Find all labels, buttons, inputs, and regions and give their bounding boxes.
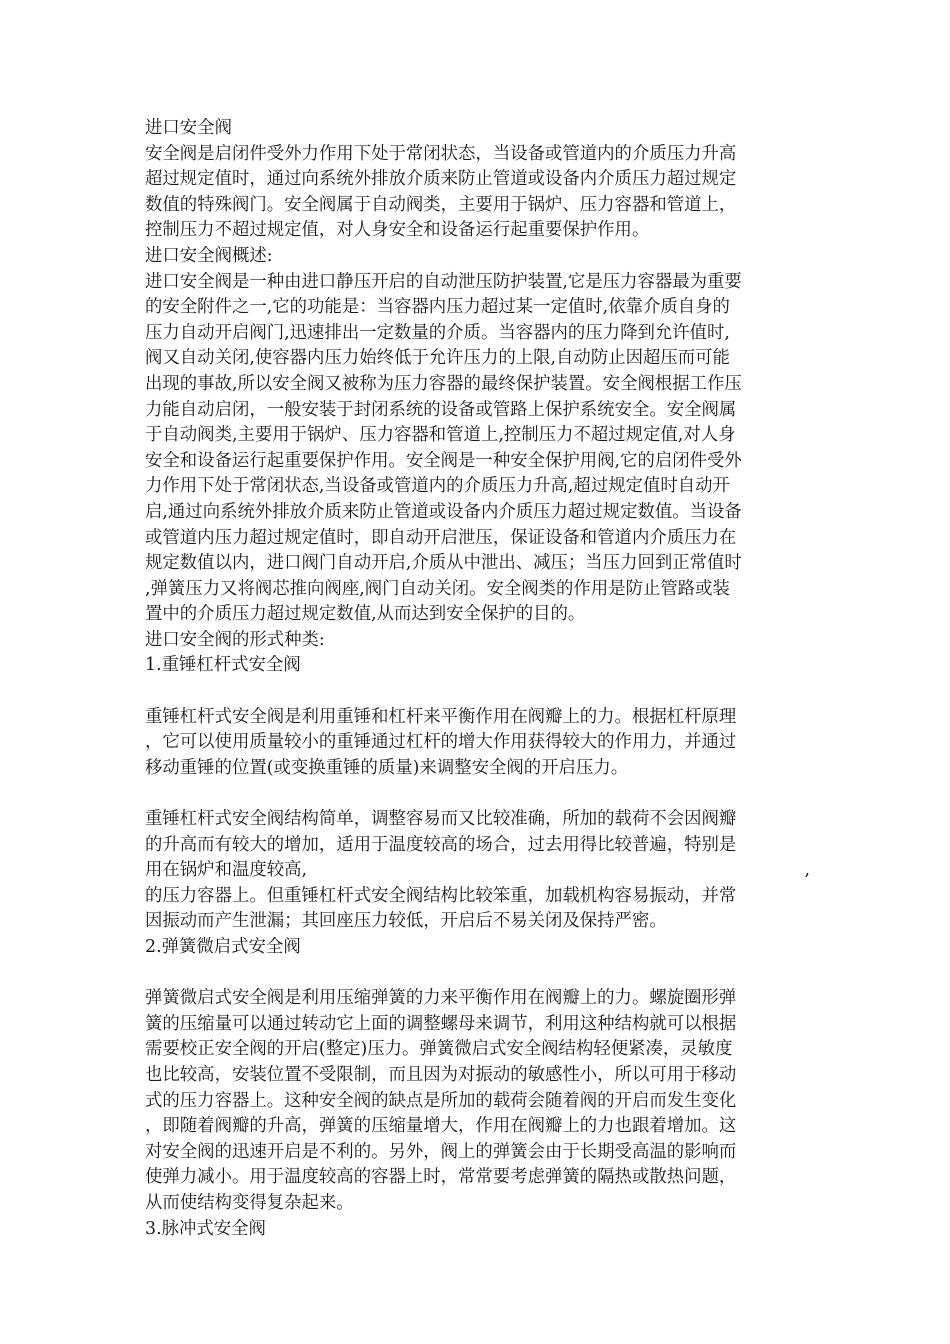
overview-line: 进口安全阀是一种由进口静压开启的自动泄压防护装置,它是压力容器最为重要 (145, 271, 742, 292)
overview-line: ,弹簧压力又将阀芯推向阀座,阀门自动关闭。安全阀类的作用是防止管路或装 (145, 578, 730, 599)
intro-line: 数值的特殊阀门。安全阀属于自动阀类，主要用于锅炉、压力容器和管道上， (145, 194, 737, 215)
type1-para2-split-right: , (804, 860, 810, 881)
overview-line: 于自动阀类,主要用于锅炉、压力容器和管道上,控制压力不超过规定值,对人身 (145, 425, 736, 446)
document-page (145, 116, 810, 1242)
type2-para-line: 式的压力容器上。这种安全阀的缺点是所加的载荷会随着阀的开启而发生变化 (145, 1090, 737, 1111)
type1-para2-split-line (145, 858, 810, 884)
overview-line: 出现的事故,所以安全阀又被称为压力容器的最终保护装置。安全阀根据工作压 (145, 373, 742, 394)
type2-heading: 2.弹簧微启式安全阀 (145, 937, 301, 957)
type2-para-line: 也比较高，安装位置不受限制，而且因为对振动的敏感性小，所以可用于移动 (145, 1064, 737, 1085)
type1-para2-line: 重锤杠杆式安全阀结构简单，调整容易而又比较准确，所加的载荷不会因阀瓣 (145, 809, 737, 830)
type1-para2-line: 的升高而有较大的增加，适用于温度较高的场合，过去用得比较普遍，特别是 (145, 834, 737, 855)
paragraph-gap (145, 781, 810, 807)
paragraph-gap (145, 961, 810, 987)
type2-para-line: 簧的压缩量可以通过转动它上面的调整螺母来调节，利用这种结构就可以根据 (145, 1013, 737, 1034)
type3-heading: 3.脉冲式安全阀 (145, 1218, 266, 1239)
overview-line: 阀又自动关闭,使容器内压力始终低于允许压力的上限,自动防止因超压而可能 (145, 348, 730, 369)
overview-line: 的安全附件之一,它的功能是：当容器内压力超过某一定值时,依靠介质自身的 (145, 297, 730, 318)
overview-heading: 进口安全阀概述: (145, 245, 273, 266)
overview-line: 规定数值以内，进口阀门自动开启,介质从中泄出、减压；当压力回到正常值时 (145, 553, 742, 574)
type1-para1-line: 重锤杠杆式安全阀是利用重锤和杠杆来平衡作用在阀瓣上的力。根据杠杆原理 (145, 706, 737, 727)
type1-heading: 1.重锤杠杆式安全阀 (145, 655, 301, 676)
overview-line: 压力自动开启阀门,迅速排出一定数量的介质。当容器内的压力降到允许值时, (145, 322, 730, 343)
type1-para2-line: 的压力容器上。但重锤杠杆式安全阀结构比较笨重，加载机构容易振动，并常 (145, 885, 737, 906)
overview-line: 力能自动启闭，一般安装于封闭系统的设备或管路上保护系统安全。安全阀属 (145, 399, 737, 420)
overview-line: 安全和设备运行起重要保护作用。安全阀是一种安全保护用阀,它的启闭件受外 (145, 450, 742, 471)
paragraph-gap (145, 679, 810, 705)
type2-para-line: 需要校正安全阀的开启(整定)压力。弹簧微启式安全阀结构轻便紧凑，灵敏度 (145, 1039, 733, 1060)
intro-line: 超过规定值时，通过向系统外排放介质来防止管道或设备内介质压力超过规定 (145, 169, 737, 190)
type1-para1-line: 移动重锤的位置(或变换重锤的质量)来调整安全阀的开启压力。 (145, 757, 629, 778)
type2-para-line: 使弹力减小。用于温度较高的容器上时，常常要考虑弹簧的隔热或散热问题， (145, 1167, 737, 1188)
type2-para-line: 弹簧微启式安全阀是利用压缩弹簧的力来平衡作用在阀瓣上的力。螺旋圈形弹 (145, 988, 737, 1009)
type1-para2-split-left: 用在锅炉和温度较高, (145, 860, 308, 881)
type2-para-line: 从而使结构变得复杂起来。 (145, 1192, 354, 1213)
document-title: 进口安全阀 (145, 118, 232, 138)
type1-para1-line: ，它可以使用质量较小的重锤通过杠杆的增大作用获得较大的作用力，并通过 (145, 732, 737, 753)
overview-line: 力作用下处于常闭状态,当设备或管道内的介质压力升高,超过规定值时自动开 (145, 476, 730, 497)
type2-para-line: ，即随着阀瓣的升高，弹簧的压缩量增大，作用在阀瓣上的力也跟着增加。这 (145, 1116, 737, 1137)
intro-line: 安全阀是启闭件受外力作用下处于常闭状态，当设备或管道内的介质压力升高 (145, 143, 737, 164)
overview-line: 或管道内压力超过规定值时，即自动开启泄压，保证设备和管道内介质压力在 (145, 527, 737, 548)
types-heading: 进口安全阀的形式种类: (145, 629, 325, 650)
overview-line: 启,通过向系统外排放介质来防止管道或设备内介质压力超过规定数值。当设备 (145, 501, 742, 522)
intro-line: 控制压力不超过规定值，对人身安全和设备运行起重要保护作用。 (145, 220, 650, 241)
type2-para-line: 对安全阀的迅速开启是不利的。另外，阀上的弹簧会由于长期受高温的影响而 (145, 1141, 737, 1162)
overview-line: 置中的介质压力超过规定数值,从而达到安全保护的目的。 (145, 604, 586, 625)
type1-para2-line: 因振动而产生泄漏；其回座压力较低，开启后不易关闭及保持严密。 (145, 911, 667, 932)
